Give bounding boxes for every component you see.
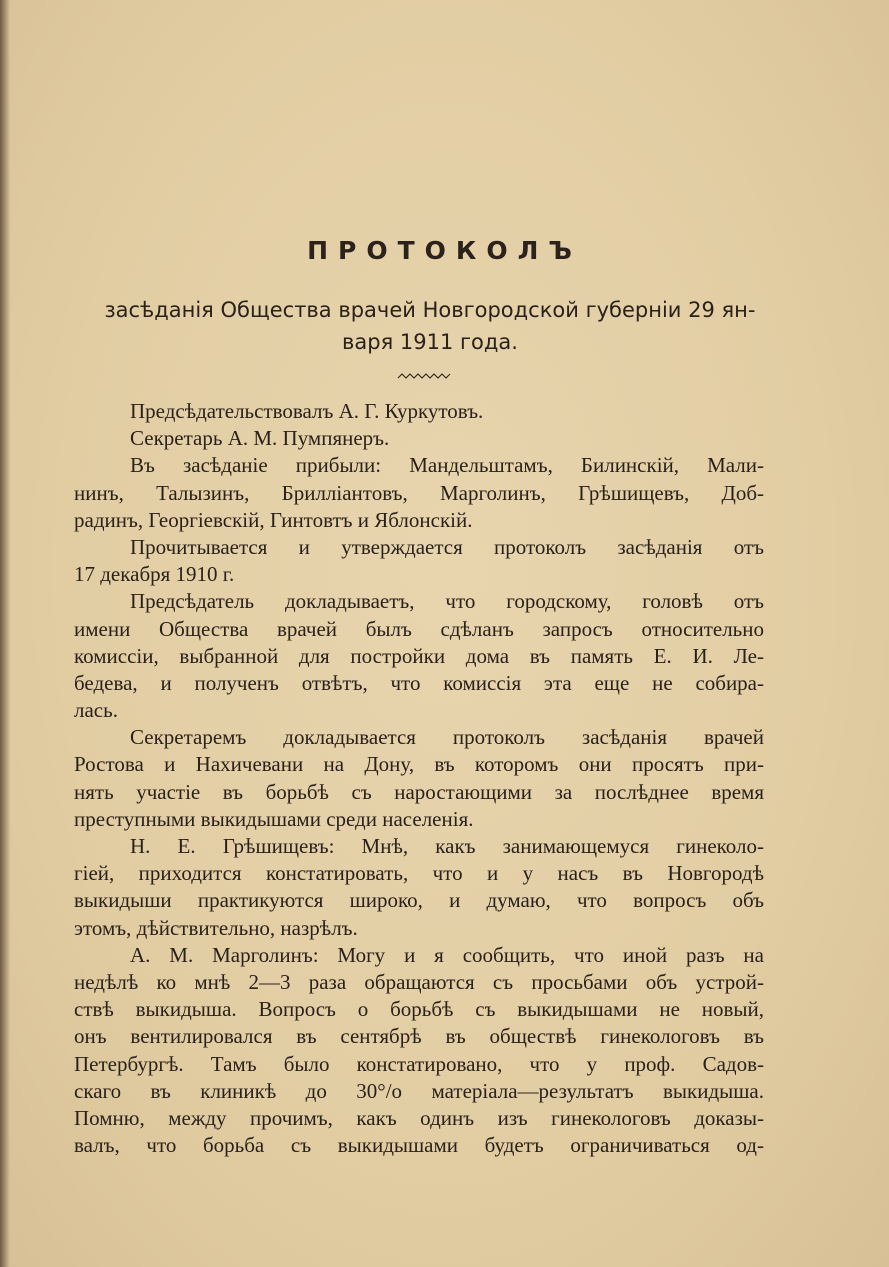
text-line: Петербургѣ. Тамъ было констатировано, что у проф. Садов- — [74, 1051, 764, 1076]
document-subtitle — [70, 294, 790, 358]
subtitle-line-2: варя 1911 года. — [342, 330, 518, 354]
subtitle-line-1: засѣданія Общества врачей Новгородской губерніи 29 ян- — [104, 298, 756, 322]
text-line: Н. Е. Грѣшищевъ: Мнѣ, какъ занимающемуся гинеколо- — [130, 834, 764, 858]
text-line: Предсѣдательствовалъ А. Г. Куркутовъ. — [130, 399, 484, 423]
text-line: нинъ, Талызинъ, Брилліантовъ, Марголинъ, Грѣшищевъ, Доб- — [74, 480, 764, 505]
text-line: выкидыши практикуются широко, и думаю, что вопросъ объ — [74, 888, 764, 913]
text-line: Секретарь А. М. Пумпянеръ. — [130, 426, 390, 451]
text-line: лась. — [74, 698, 118, 723]
text-line: радинъ, Георгіевскій, Гинтовтъ и Яблонскій. — [74, 507, 473, 532]
text-line: нять участіе въ борьбѣ съ наростающими за послѣднее время — [74, 779, 764, 804]
text-line: Предсѣдатель докладываетъ, что городскому, головѣ отъ — [130, 589, 764, 614]
text-line: 17 декабря 1910 г. — [74, 562, 235, 587]
text-line: бедева, и полученъ отвѣтъ, что комиссія эта еще не собира- — [74, 670, 764, 695]
text-line: ствѣ выкидыша. Вопросъ о борьбѣ съ выкидышами не новый, — [74, 997, 764, 1022]
page-binding-edge — [0, 0, 10, 1267]
text-line: Въ засѣданіе прибыли: Мандельштамъ, Билинскій, Мали- — [130, 453, 764, 478]
text-line: Прочитывается и утверждается протоколъ засѣданія отъ — [130, 534, 764, 559]
text-line: Секретаремъ докладывается протоколъ засѣданія врачей — [130, 725, 764, 750]
text-line: Помню, между прочимъ, какъ одинъ изъ гинекологовъ доказы- — [74, 1105, 764, 1130]
ornament-divider-icon — [396, 370, 452, 382]
text-line: онъ вентилировался въ сентябрѣ въ обществѣ гинекологовъ въ — [74, 1024, 764, 1049]
text-line: гіей, приходится констатировать, что и у насъ въ Новгородѣ — [74, 861, 764, 886]
text-line: Ростова и Нахичевани на Дону, въ которомъ они просятъ при- — [74, 752, 764, 777]
document-title: ПРОТОКОЛЪ — [307, 236, 582, 265]
text-line: преступными выкидышами среди населенія. — [74, 806, 474, 831]
text-line: этомъ, дѣйствительно, назрѣлъ. — [74, 915, 358, 940]
protocol-body — [74, 398, 764, 1159]
text-line: скаго въ клиникѣ до 30°/о матеріала—результатъ выкидыша. — [74, 1078, 764, 1103]
text-line: комиссіи, выбранной для постройки дома въ память Е. И. Ле- — [74, 643, 764, 668]
text-line: А. М. Марголинъ: Могу и я сообщить, что иной разъ на — [130, 942, 764, 967]
text-line: недѣлѣ ко мнѣ 2—3 раза обращаются съ просьбами объ устрой- — [74, 969, 764, 994]
text-line: валъ, что борьба съ выкидышами будетъ ограничиваться од- — [74, 1133, 764, 1158]
text-line: имени Общества врачей былъ сдѣланъ запросъ относительно — [74, 616, 764, 641]
